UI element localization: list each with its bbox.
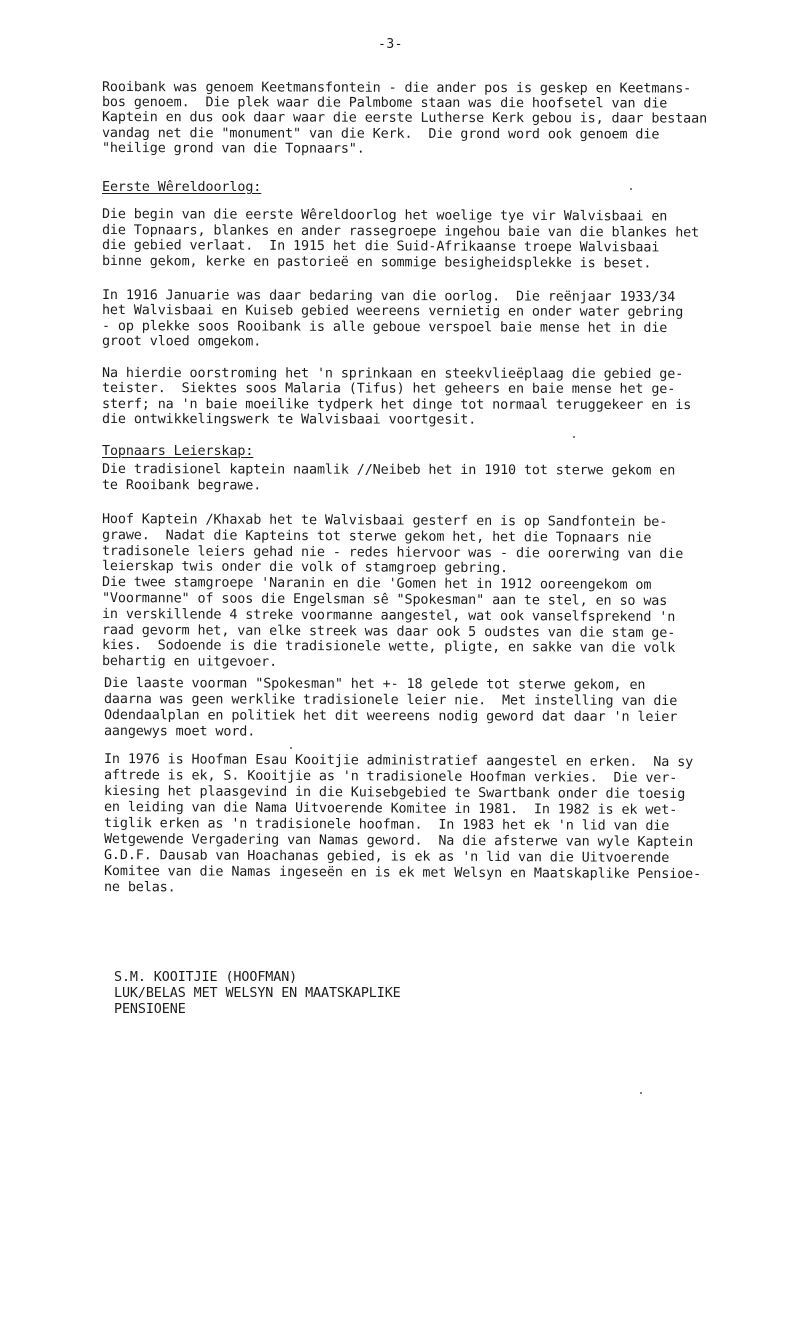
paragraph-line: Die laaste voorman "Spokesman" het +- 18 gelede tot sterwe gekom, en [103,676,646,693]
paragraph-line: In 1916 Januarie was daar bedaring van die oorlog. Die reënjaar 1933/34 [101,288,676,306]
paragraph-line: binne gekom, kerke en pastorieë en sommige besigheidsplekke is beset. [101,253,652,272]
paragraph-line: In 1976 is Hoofman Esau Kooitjie administratief aangestel en erken. Na sy [103,752,694,771]
signature-role-line-2: PENSIOENE [114,1002,186,1017]
paragraph-line: Wetgewende Vergadering van Namas geword. Na die afsterwe van wyle Kaptein [103,832,694,851]
paragraph-line: "Voormanne" of soos die Engelsman sê "Spokesman" aan te stel, en so was [101,591,668,609]
page-number: -3- [378,37,403,52]
paragraph-line: aangewys moet word. [103,724,256,740]
scan-speck [290,747,292,749]
paragraph-line: groot vloed omgekom. [101,334,262,350]
paragraph-line: Die tradisionel kaptein naamlik //Neibeb het in 1910 tot sterwe gekom en [101,462,676,479]
paragraph-line: vandag net die "monument" van die Kerk. Die grond word ook genoem die [101,125,660,143]
paragraph-line: behartig en uitgevoer. [101,654,278,671]
signature-name: S.M. KOOITJIE (HOOFMAN) [114,970,298,985]
paragraph-line: Komitee van die Namas ingeseën en is ek met Welsyn en Maatskaplike Pensioe- [103,864,702,883]
signature-role-line-1: LUK/BELAS MET WELSYN EN MAATSKAPLIKE [114,986,401,1001]
paragraph-line: in verskillende 4 streke voormanne aangestel, wat ook vanselfsprekend 'n [101,606,676,625]
paragraph-line: Die twee stamgroepe 'Naranin en die 'Gomen het in 1912 ooreengekom om [101,575,652,594]
paragraph-line: aftrede is ek, S. Kooitjie as 'n tradisionele Hoofman verkies. Die ver- [103,768,678,787]
paragraph-line: het Walvisbaai en Kuiseb gebied weereens vernietig en onder water gebring [101,303,684,321]
scan-speck [630,188,632,190]
paragraph-line: bos genoem. Die plek waar die Palmbome staan was die hoofsetel van die [101,95,668,112]
paragraph-line: Odendaalplan en politiek het dit weereens nodig geword dat daar 'n leier [103,708,678,726]
paragraph-line: tradisonele leiers gehad nie - redes hiervoor was - die oorerwing van die [101,543,684,562]
scan-speck [640,1092,642,1094]
paragraph-line: kies. Sodoende is die tradisionele wette, pligte, en sakke van die volk [101,638,676,657]
paragraph-line: en leiding van die Nama Uitvoerende Komitee in 1981. In 1982 is ek wet- [103,800,678,819]
paragraph-line: ne belas. [103,880,176,896]
paragraph-line: teister. Siektes soos Malaria (Tifus) het geheers en baie mense het ge- [101,381,676,398]
paragraph-line: sterf; na 'n baie moeilike tydperk het dinge tot normaal teruggekeer en is [101,396,692,413]
scan-speck [573,436,575,438]
paragraph-line: kiesing het plaasgevind in die Kuisebgebied te Swartbank onder die toesig [103,784,686,803]
paragraph-line: tiglik erken as 'n tradisionele hoofman. In 1983 het ek 'n lid van die [103,816,670,834]
paragraph-line: te Rooibank begrawe. [101,478,262,494]
paragraph-line: grawe. Nadat die Kapteins tot sterwe gekom het, het die Topnaars nie [101,527,652,546]
paragraph-line: - op plekke soos Rooibank is alle geboue verspoel baie mense het in die [101,318,668,336]
paragraph-line: leierskap twis onder die volk of stamgroep gebring. [101,559,509,577]
paragraph-line: "heilige grond van die Topnaars". [101,140,365,157]
paragraph-line: raad gevorm het, van elke streek was daar ook 5 oudstes van die stam ge- [101,622,676,641]
paragraph-line: Die begin van die eerste Wêreldoorlog het woelige tye vir Walvisbaai en [101,207,668,225]
paragraph-line: Kaptein en dus ook daar waar die eerste Lutherse Kerk gebou is, daar bestaan [101,110,708,127]
paragraph-line: Hoof Kaptein /Khaxab het te Walvisbaai gesterf en is op Sandfontein be- [101,512,668,530]
section-heading: Eerste Wêreldoorlog: [102,180,262,195]
paragraph-line: daarna was geen werklike tradisionele leier nie. Met instelling van die [103,692,678,710]
paragraph-line: G.D.F. Dausab van Hoachanas gebied, is ek as 'n lid van die Uitvoerende [103,848,670,866]
paragraph-line: die ontwikkelingswerk te Walvisbaai voortgesit. [101,412,477,428]
paragraph-line: die Topnaars, blankes en ander rassegroepe ingehou baie van die blankes het [101,222,700,241]
paragraph-line: Na hierdie oorstroming het 'n sprinkaan en steekvlieëplaag die gebied ge- [101,366,684,383]
paragraph-line: Rooibank was genoem Keetmansfontein - die ander pos is geskep en Keetmans- [101,80,692,97]
section-heading: Topnaars Leierskap: [102,444,254,459]
paragraph-line: die gebied verlaat. In 1915 het die Suid-Afrikaanse troepe Walvisbaai [101,238,660,256]
